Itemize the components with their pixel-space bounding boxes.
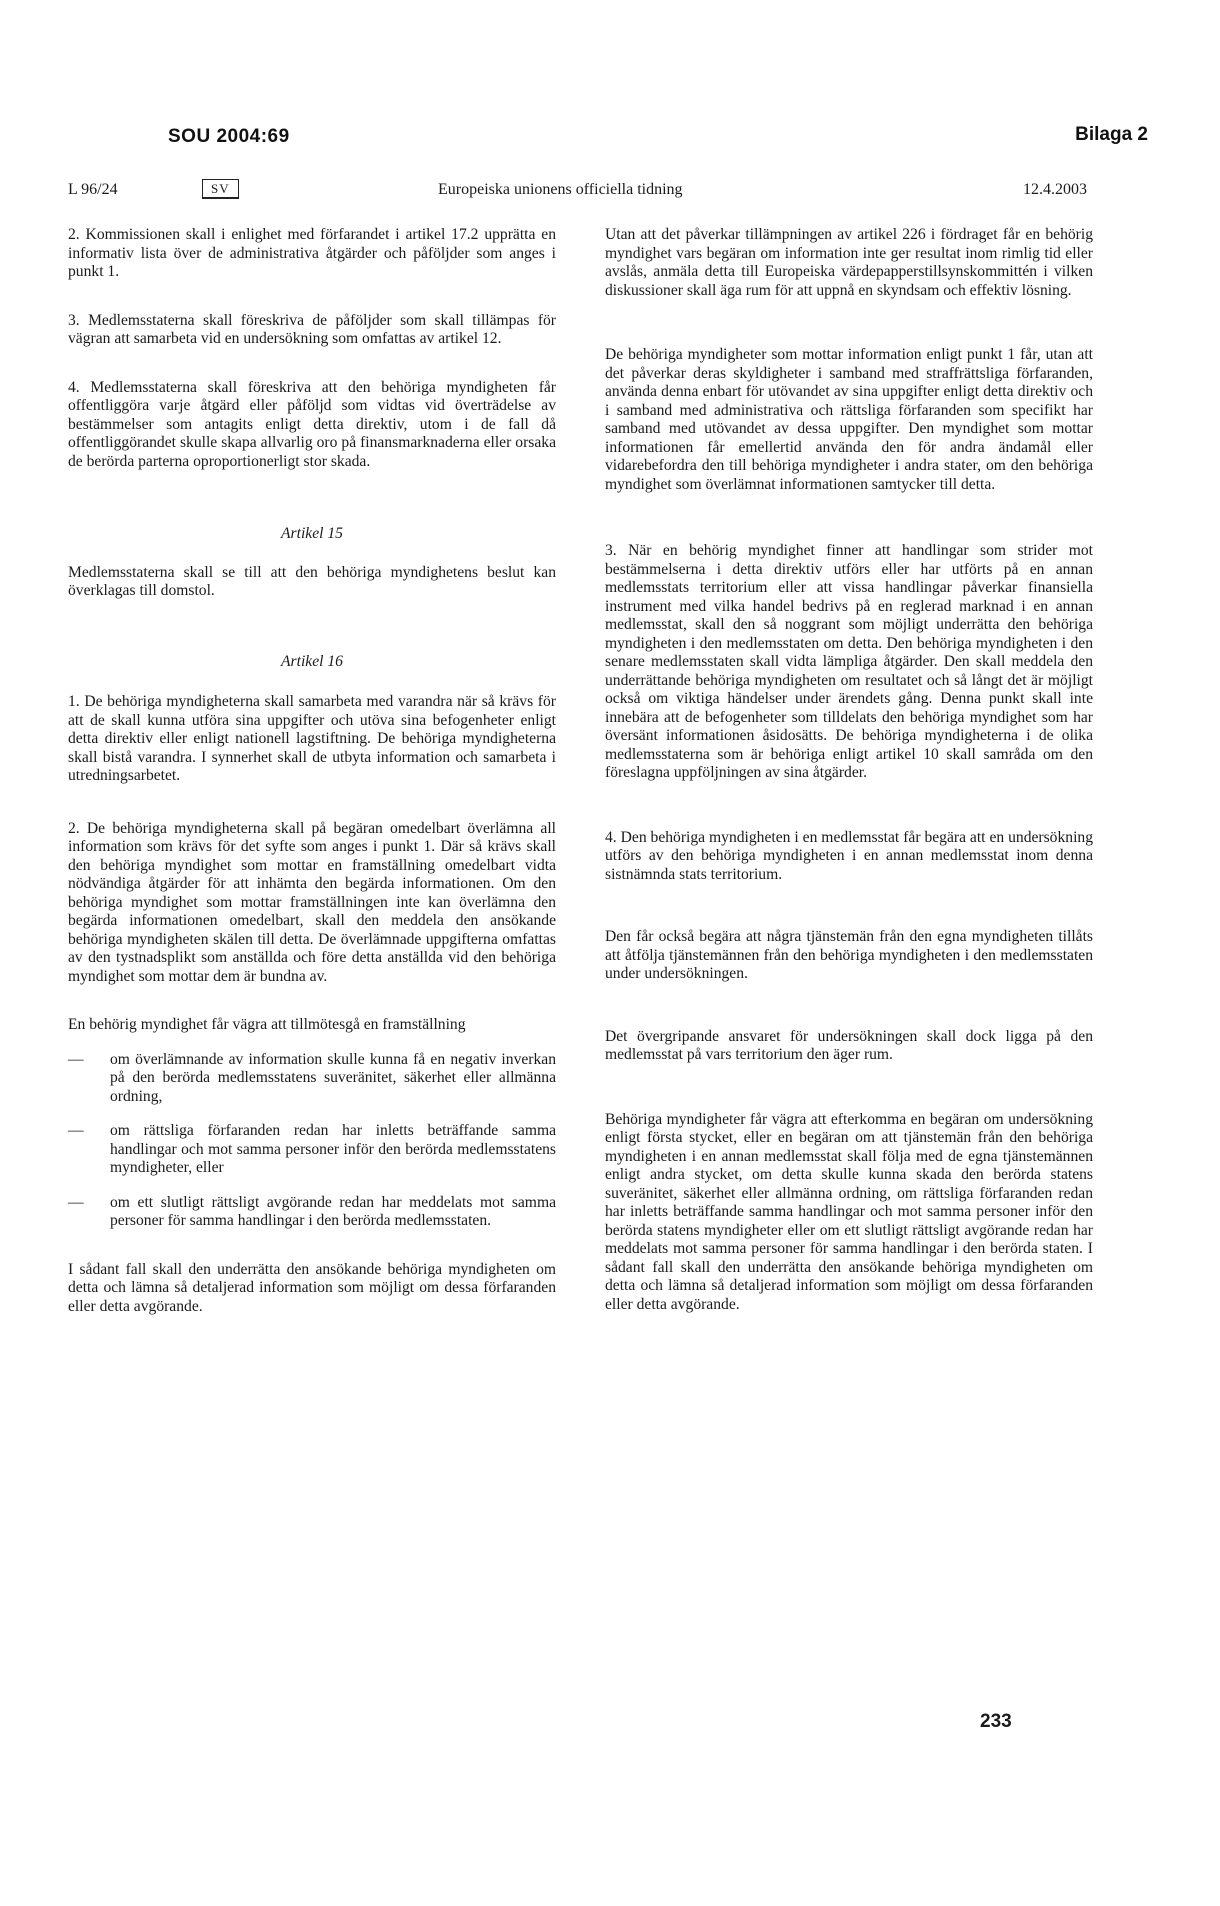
refusal-intro: En behörig myndighet får vägra att tillmötesgå en framställning [68, 1016, 466, 1033]
paragraph-use-of-information: De behöriga myndigheter som mottar information enligt punkt 1 får, utan att det påverkar deras skyldigheter i samband med straffrättsliga förfaranden, använda denna enbart för utövandet av sina uppgifter enligt detta direktiv och i samband med administrativa och rättsliga förfaranden som specifikt har samband med utövandet av dessa uppgifter. Den myndighet som mottar informationen får emellertid använda den för andra ändamål eller vidarebefordra den till behöriga myndigheter i andra stater, om den behöriga myndighet som överlämnat informationen samtycker till detta. [605, 346, 1093, 493]
article-16-paragraph-2: 2. De behöriga myndigheterna skall på begäran omedelbart överlämna all information som krävs för det syfte som anges i punkt 1. Där så krävs skall den behöriga myndighet som mottar en framställning omedelbart vidta nödvändiga åtgärder för att inhämta den begärda informationen. Om den behöriga myndighet som mottar framställningen inte kan överlämna den begärda informationen omedelbart, skall den meddela den ansökande behöriga myndigheten skälen till detta. De överlämnade uppgifterna omfattas av den tystnadsplikt som anställda och före detta anställda vid den behöriga myndighet som mottar dem är bundna av. [68, 819, 556, 985]
series-number: SOU 2004:69 [168, 126, 290, 147]
article-16-paragraph-1: 1. De behöriga myndigheterna skall samarbeta med varandra när så krävs för att de skall kunna utföra sina uppgifter och utöva sina befogenheter enligt detta direktiv eller enligt nationell lagstiftning. De behöriga myndigheterna skall bistå varandra. I synnerhet skall de utbyta information och samarbeta i utredningsarbetet. [68, 693, 556, 784]
paragraph-appeal-esc: Utan att det påverkar tillämpningen av artikel 226 i fördraget får en behörig myndighet vars begäran om information inte ger resultat inom rimlig tid eller avslås, anmäla detta till Europeiska värdepapperstillsynskommittén i vilken diskussioner skall äga rum för att uppnå en skyndsam och effektiv lösning. [605, 226, 1093, 299]
language-code: SV [202, 179, 239, 199]
paragraph-refusal: Behöriga myndigheter får vägra att efterkomma en begäran om undersökning enligt första stycket, eller en begäran om att tjänstemän från den behöriga myndigheten i en annan medlemsstat skall följa med de egna tjänstemännen enligt andra stycket, om detta skulle kunna skada den berörda statens suveränitet, säkerhet eller allmänna ordning, om rättsliga förfaranden redan har inletts beträffande samma handlingar och mot samma personer inför den berörda statens myndigheter eller om ett slutligt rättsligt avgörande redan har meddelats mot samma personer för samma handlingar i den berörda staten. I sådant fall skall den underrätta den ansökande behöriga myndigheten om detta och lämna så detaljerad information som möjligt om dessa förfaranden eller detta avgörande. [605, 1110, 1093, 1313]
refusal-item [68, 1122, 556, 1178]
dash-marker: — [68, 1122, 84, 1139]
refusal-item [68, 1194, 556, 1231]
running-header [68, 181, 1087, 205]
paragraph-3: 3. Medlemsstaterna skall föreskriva de påföljder som skall tillämpas för vägran att samarbeta vid en undersökning som omfattas av artikel 12. [68, 311, 556, 347]
refusal-item-text: om rättsliga förfaranden redan har inletts beträffande samma handlingar och mot samma personer inför den berörda medlemsstatens myndigheter, eller [110, 1122, 556, 1176]
paragraph-4: 4. Den behöriga myndigheten i en medlemsstat får begära att en undersökning utförs av den behöriga myndigheten i en annan medlemsstat inom denna sistnämnda stats territorium. [605, 828, 1093, 883]
paragraph-4: 4. Medlemsstaterna skall föreskriva att den behöriga myndigheten får offentliggöra varje åtgärd eller påföljd som vidtas vid överträdelse av bestämmelser som antagits enligt detta direktiv, utom i de fall då offentliggörandet skulle skapa allvarlig oro på finansmarknaderna eller orsaka de berörda parterna oproportionerligt stor skada. [68, 378, 556, 470]
right-column [605, 226, 1093, 1314]
article-16-heading: Artikel 16 [281, 652, 343, 670]
paragraph-2: 2. Kommissionen skall i enlighet med förfarandet i artikel 17.2 upprätta en informativ lista över de administrativa åtgärder och påföljder som anges i punkt 1. [68, 226, 556, 280]
article-15-heading: Artikel 15 [281, 525, 343, 542]
journal-reference: L 96/24 [68, 181, 118, 198]
dash-marker: — [68, 1193, 84, 1211]
closing-paragraph: I sådant fall skall den underrätta den ansökande behöriga myndigheten om detta och lämna så detaljerad information som möjligt om dessa förfaranden eller detta avgörande. [68, 1260, 556, 1315]
refusal-item-text: om överlämnande av information skulle kunna få en negativ inverkan på den berörda medlemsstatens suveränitet, säkerhet eller allmänna ordning, [110, 1050, 556, 1105]
paragraph-overall-responsibility: Det övergripande ansvaret för undersökningen skall dock ligga på den medlemsstat på vars territorium den äger rum. [605, 1027, 1093, 1063]
left-column [68, 226, 556, 1316]
dash-marker: — [68, 1050, 84, 1068]
article-15-text: Medlemsstaterna skall se till att den behöriga myndighetens beslut kan överklagas till domstol. [68, 563, 556, 599]
paragraph-accompanying-officials: Den får också begära att några tjänstemän från den egna myndigheten tillåts att åtfölja tjänstemännen från den behöriga myndigheten i den medlemsstaten under undersökningen. [605, 928, 1093, 982]
refusal-item [68, 1051, 556, 1107]
appendix-label: Bilaga 2 [1075, 124, 1148, 145]
refusal-item-text: om ett slutligt rättsligt avgörande redan har meddelats mot samma personer för samma handlingar i den berörda medlemsstaten. [110, 1193, 556, 1229]
publication-date: 12.4.2003 [1023, 181, 1087, 198]
journal-title: Europeiska unionens officiella tidning [438, 181, 683, 198]
paragraph-3: 3. När en behörig myndighet finner att handlingar som strider mot bestämmelserna i detta direktiv utförs eller har utförts på en annan medlemsstats territorium eller att vissa handlingar påverkar finansiella instrument med vilka handel bedrivs på en reglerad marknad i en annan medlemsstat, skall den så noggrant som möjligt underrätta den behöriga myndigheten i den medlemsstaten om detta. Den behöriga myndigheten i den senare medlemsstaten skall vidta lämpliga åtgärder. Den skall meddela den underrättande behöriga myndigheten om resultatet och så långt det är möjligt också om viktiga händelser under ärendets gång. Denna punkt skall inte innebära att de befogenheter som tilldelats den behöriga myndighet som har översänt informationen åsidosätts. De behöriga myndigheterna i de olika medlemsstaterna som är behöriga enligt artikel 10 skall samråda om den föreslagna uppföljningen av sina åtgärder. [605, 542, 1093, 781]
page-number: 233 [980, 1711, 1012, 1732]
